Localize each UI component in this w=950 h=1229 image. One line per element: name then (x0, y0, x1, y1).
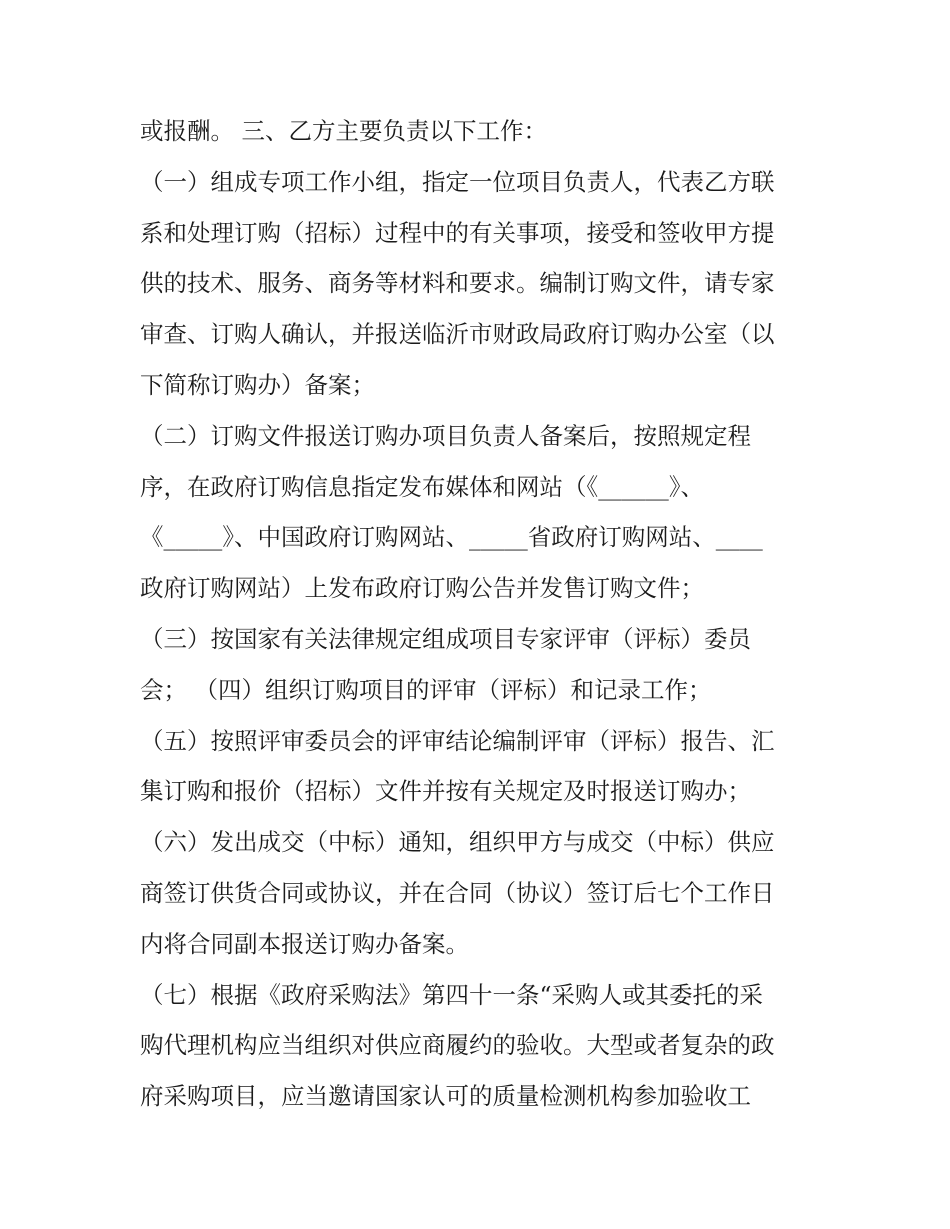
document-body (140, 106, 820, 1122)
text-line: 供的技术、服务、商务等材料和要求。编制订购文件，请专家 (140, 269, 775, 298)
text-line: 会； （四）组织订购项目的评审（评标）和记录工作； (140, 675, 712, 704)
text-line: 系和处理订购（招标）过程中的有关事项，接受和签收甲方提 (140, 218, 775, 247)
text-line: （六）发出成交（中标）通知，组织甲方与成交（中标）供应 (140, 828, 775, 857)
text-line: 府采购项目，应当邀请国家认可的质量检测机构参加验收工 (140, 1082, 751, 1111)
text-line: 购代理机构应当组织对供应商履约的验收。大型或者复杂的政 (140, 1031, 775, 1060)
text-line: 内将合同副本报送订购办备案。 (140, 929, 469, 958)
text-line: （五）按照评审委员会的评审结论编制评审（评标）报告、汇 (140, 726, 775, 755)
text-line: 《_____》、中国政府订购网站、_____省政府订购网站、____ (140, 523, 763, 552)
text-line: 政府订购网站）上发布政府订购公告并发售订购文件； (140, 574, 704, 603)
text-line: （七）根据《政府采购法》第四十一条“采购人或其委托的采 (140, 980, 764, 1009)
text-line: （一）组成专项工作小组，指定一位项目负责人，代表乙方联 (140, 167, 775, 196)
text-line: 下简称订购办）备案； (140, 370, 375, 399)
text-line: （三）按国家有关法律规定组成项目专家评审（评标）委员 (140, 624, 751, 653)
text-line: 或报酬。 三、乙方主要负责以下工作： (140, 117, 547, 145)
text-line: 序，在政府订购信息指定发布媒体和网站（《______》、 (140, 472, 704, 501)
text-line: （二）订购文件报送订购办项目负责人备案后，按照规定程 (140, 421, 751, 450)
text-line: 商签订供货合同或协议，并在合同（协议）签订后七个工作日 (140, 878, 775, 907)
text-line: 集订购和报价（招标）文件并按有关规定及时报送订购办； (140, 777, 751, 806)
text-line: 审查、订购人确认，并报送临沂市财政局政府订购办公室（以 (140, 320, 775, 349)
